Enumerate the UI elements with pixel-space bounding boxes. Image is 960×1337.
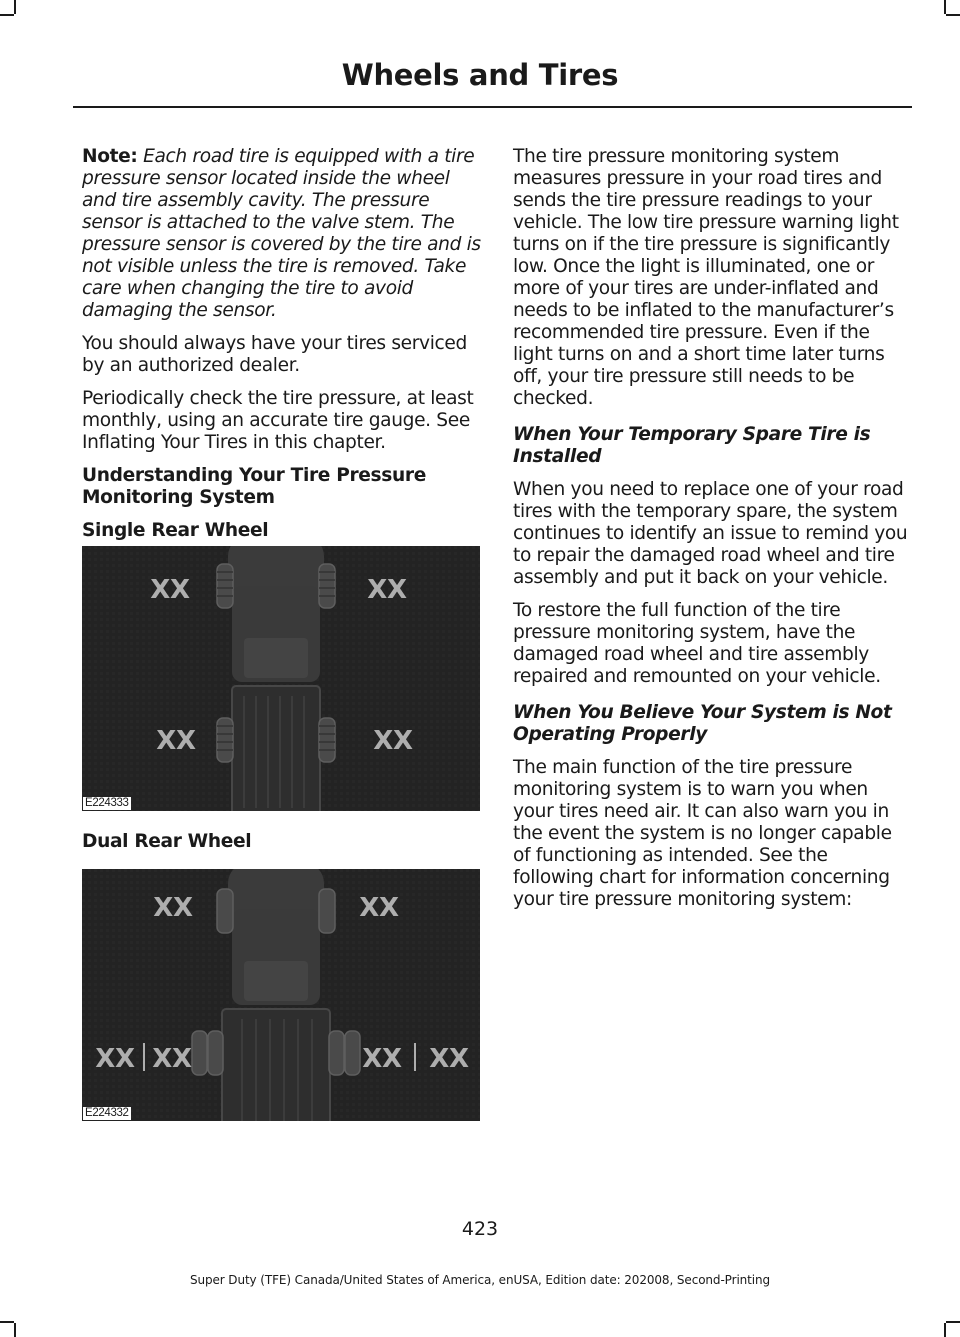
- crop-mark: [0, 14, 14, 16]
- tire-pressure-rear-left-outer: XX: [95, 1044, 135, 1074]
- check-pressure-paragraph: Periodically check the tire pressure, at least monthly, using an accurate tire gauge. See Inflating Your Tires in this chapter.: [82, 388, 474, 453]
- left-column: [82, 146, 482, 1141]
- restore-function-paragraph: To restore the full function of the tire pressure monitoring system, have the damaged road wheel and tire assembly repaired and remounted on your vehicle.: [513, 600, 881, 687]
- footer-edition-info: Super Duty (TFE) Canada/United States of America, enUSA, Edition date: 202008, Second-Printing: [189, 1273, 771, 1287]
- note-label: Note:: [82, 146, 138, 167]
- tire-pressure-front-left: XX: [150, 575, 190, 605]
- note-paragraph: [82, 146, 482, 322]
- truck-icon: [217, 546, 335, 811]
- right-column: [513, 146, 909, 922]
- figure-single-rear-wheel: [82, 546, 480, 811]
- crop-mark: [0, 1321, 14, 1323]
- tire-pressure-rear-right: XX: [373, 726, 413, 756]
- figure-id: E224333: [85, 797, 129, 809]
- crop-mark: [14, 1323, 16, 1337]
- tpms-description-paragraph: The tire pressure monitoring system measures pressure in your road tires and sends the tire pressure readings to your vehicle. The low tire pressure warning light turns on if the tire pressure is significantly low. Once the light is illuminated, one or more of your tires are under-inflated and needs to be inflated to the manufacturer’s recommended tire pressure. Even if the light turns on and a short time later turns off, your tire pressure still needs to be checked.: [513, 146, 899, 409]
- page-title: Wheels and Tires: [341, 58, 619, 92]
- crop-mark: [946, 14, 960, 16]
- tire-pressure-front-left: XX: [153, 893, 193, 923]
- note-text: Each road tire is equipped with a tire pressure sensor located inside the wheel and tire assembly cavity. The pressure sensor is attached to the valve stem. The pressure sensor is covered by the tire and is not visible unless the tire is removed. Take care when changing the tire to avoid damaging the sensor.: [82, 146, 481, 321]
- tire-pressure-rear-left-inner: XX: [152, 1044, 192, 1074]
- header-rule: [73, 106, 912, 108]
- crop-mark: [946, 1321, 960, 1323]
- crop-mark: [944, 0, 946, 14]
- section-heading-temporary-spare: When Your Temporary Spare Tire is Installed: [513, 424, 871, 467]
- subheading-dual-rear-wheel: Dual Rear Wheel: [82, 831, 252, 852]
- tire-pressure-rear-right-outer: XX: [429, 1044, 469, 1074]
- single-rear-wheel-diagram: [82, 546, 480, 811]
- subheading-single-rear-wheel: Single Rear Wheel: [82, 520, 269, 541]
- figure-id: E224332: [85, 1107, 129, 1119]
- main-function-paragraph: The main function of the tire pressure monitoring system is to warn you when your tires need air. It can also warn you in the event the system is no longer capable of functioning as intended. See the following chart for information concerning your tire pressure monitoring system:: [513, 757, 892, 910]
- page-number: 423: [461, 1218, 499, 1240]
- temporary-spare-paragraph: When you need to replace one of your road tires with the temporary spare, the system continues to identify an issue to remind you to repair the damaged road wheel and tire assembly and put it back on your vehicle.: [513, 479, 908, 588]
- service-paragraph: You should always have your tires serviced by an authorized dealer.: [82, 333, 467, 376]
- crop-mark: [944, 1323, 946, 1337]
- crop-mark: [14, 0, 16, 14]
- figure-dual-rear-wheel: [82, 869, 480, 1121]
- tire-pressure-front-right: XX: [367, 575, 407, 605]
- section-heading-understanding: Understanding Your Tire Pressure Monitoring System: [82, 465, 426, 508]
- dual-rear-wheel-diagram: [82, 869, 480, 1121]
- tire-pressure-front-right: XX: [359, 893, 399, 923]
- section-heading-not-operating: When You Believe Your System is Not Operating Properly: [513, 702, 892, 745]
- tire-pressure-rear-right-inner: XX: [362, 1044, 402, 1074]
- tire-pressure-rear-left: XX: [156, 726, 196, 756]
